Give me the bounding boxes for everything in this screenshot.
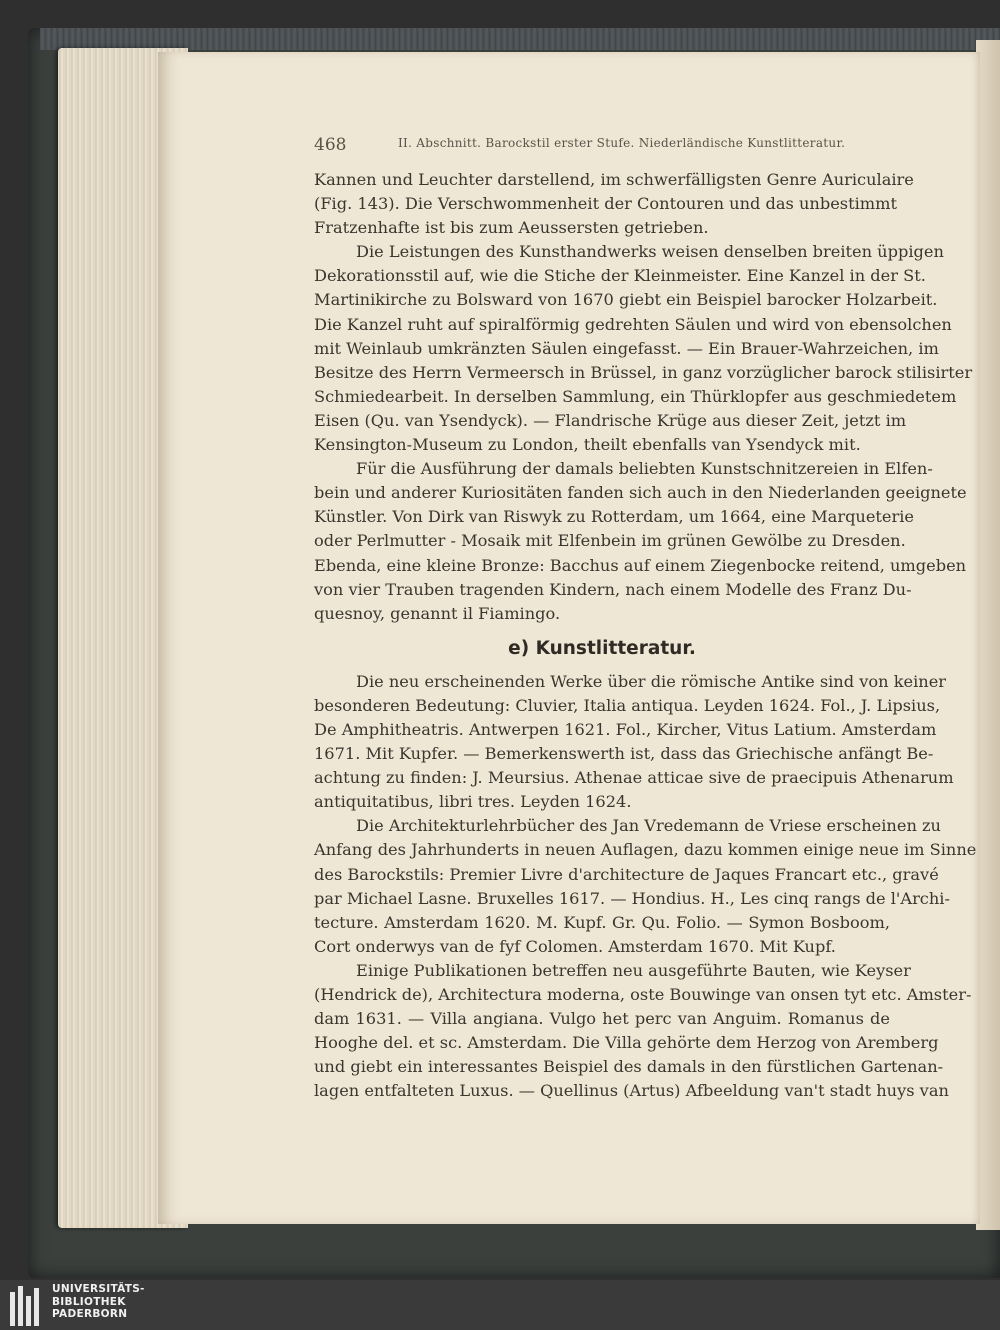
text-line: Eisen (Qu. van Ysendyck). — Flandrische Krüge aus dieser Zeit, jetzt im: [314, 410, 907, 430]
text-line: 1671. Mit Kupfer. — Bemerkenswerth ist, dass das Griechische anfängt Be-: [314, 744, 934, 764]
text-line: Fratzenhafte ist bis zum Aeussersten getrieben.: [314, 218, 709, 238]
text-line: Die Leistungen des Kunsthandwerks weisen denselben breiten üppigen: [356, 242, 944, 262]
text-line: von vier Trauben tragenden Kindern, nach einem Modelle des Franz Du-: [314, 579, 912, 599]
text-line: Die Architekturlehrbücher des Jan Vredemann de Vriese erscheinen zu: [356, 816, 941, 836]
text-line: (Hendrick de), Architectura moderna, oste Bouwinge van onsen tyt etc. Amster-: [314, 985, 972, 1004]
running-head: II. Abschnitt. Barockstil erster Stufe. Niederländische Kunstlitteratur.: [398, 136, 846, 150]
text-line: des Barockstils: Premier Livre d'architecture de Jaques Francart etc., gravé: [314, 864, 939, 884]
text-line: mit Weinlaub umkränzten Säulen eingefasst. — Ein Brauer-Wahrzeichen, im: [314, 338, 939, 358]
text-line: quesnoy, genannt il Fiamingo.: [314, 603, 561, 623]
text-line: tecture. Amsterdam 1620. M. Kupf. Gr. Qu. Folio. — Symon Bosboom,: [314, 912, 890, 932]
text-line: Cort onderwys van de fyf Colomen. Amsterdam 1670. Mit Kupf.: [314, 936, 836, 956]
text-line: Die neu erscheinenden Werke über die römische Antike sind von keiner: [356, 671, 947, 691]
text-line: Für die Ausführung der damals beliebten Kunstschnitzereien in Elfen-: [356, 459, 933, 479]
logo-line: BIBLIOTHEK: [52, 1295, 126, 1308]
text-line: lagen entfalteten Luxus. — Quellinus (Artus) Afbeeldung van't stadt huys van: [314, 1081, 949, 1101]
text-line: Hooghe del. et sc. Amsterdam. Die Villa gehörte dem Herzog von Aremberg: [314, 1033, 939, 1053]
logo-line: UNIVERSITÄTS-: [52, 1283, 145, 1295]
text-line: Künstler. Von Dirk van Riswyk zu Rotterdam, um 1664, eine Marqueterie: [314, 507, 915, 527]
text-line: Die Kanzel ruht auf spiralförmig gedrehten Säulen und wird von ebensolchen: [314, 314, 952, 334]
text-line: besonderen Bedeutung: Cluvier, Italia antiqua. Leyden 1624. Fol., J. Lipsius,: [314, 695, 941, 715]
logo-line: PADERBORN: [52, 1308, 128, 1320]
text-line: und giebt ein interessantes Beispiel des damals in den fürstlichen Gartenan-: [314, 1057, 944, 1077]
text-line: Dekorationsstil auf, wie die Stiche der Kleinmeister. Eine Kanzel in der St.: [314, 266, 926, 286]
page-header: [314, 133, 894, 157]
text-line: Martinikirche zu Bolsward von 1670 giebt ein Beispiel barocker Holzarbeit.: [314, 290, 938, 310]
page-body: [314, 168, 977, 1103]
text-line: bein und anderer Kuriositäten fanden sich auch in den Niederlanden geeignete: [314, 483, 967, 503]
text-line: Einige Publikationen betreffen neu ausgeführte Bauten, wie Keyser: [356, 960, 911, 980]
text-line: Kannen und Leuchter darstellend, im schwerfälligsten Genre Auriculaire: [314, 170, 914, 189]
library-logo-text: [52, 1283, 145, 1321]
text-line: De Amphitheatris. Antwerpen 1621. Fol., Kircher, Vitus Latium. Amsterdam: [314, 719, 937, 739]
text-line: Kensington-Museum zu London, theilt ebenfalls van Ysendyck mit.: [314, 435, 861, 455]
footer-bar: [0, 1280, 1000, 1330]
text-line: Anfang des Jahrhunderts in neuen Auflagen, dazu kommen einige neue im Sinne: [314, 840, 977, 860]
text-line: Ebenda, eine kleine Bronze: Bacchus auf einem Ziegenbocke reitend, umgeben: [314, 555, 967, 575]
text-line: dam 1631. — Villa angiana. Vulgo het perc van Anguim. Romanus de: [314, 1009, 890, 1029]
text-line: par Michael Lasne. Bruxelles 1617. — Hondius. H., Les cinq rangs de l'Archi-: [314, 888, 950, 908]
text-line: (Fig. 143). Die Verschwommenheit der Contouren und das unbestimmt: [314, 194, 897, 214]
text-line: oder Perlmutter - Mosaik mit Elfenbein im grünen Gewölbe zu Dresden.: [314, 531, 906, 551]
page-number: 468: [314, 135, 347, 155]
book-cover-top-edge: [40, 28, 1000, 50]
library-logo-icon: [10, 1282, 46, 1326]
text-line: achtung zu finden: J. Meursius. Athenae atticae sive de praecipuis Athenarum: [314, 768, 954, 788]
section-heading: e) Kunstlitteratur.: [508, 637, 696, 659]
text-line: antiquitatibus, libri tres. Leyden 1624.: [314, 792, 632, 812]
text-line: Besitze des Herrn Vermeersch in Brüssel, in ganz vorzüglicher barock stilisirter: [314, 362, 973, 382]
text-line: Schmiedearbeit. In derselben Sammlung, ein Thürklopfer aus geschmiedetem: [314, 386, 957, 406]
